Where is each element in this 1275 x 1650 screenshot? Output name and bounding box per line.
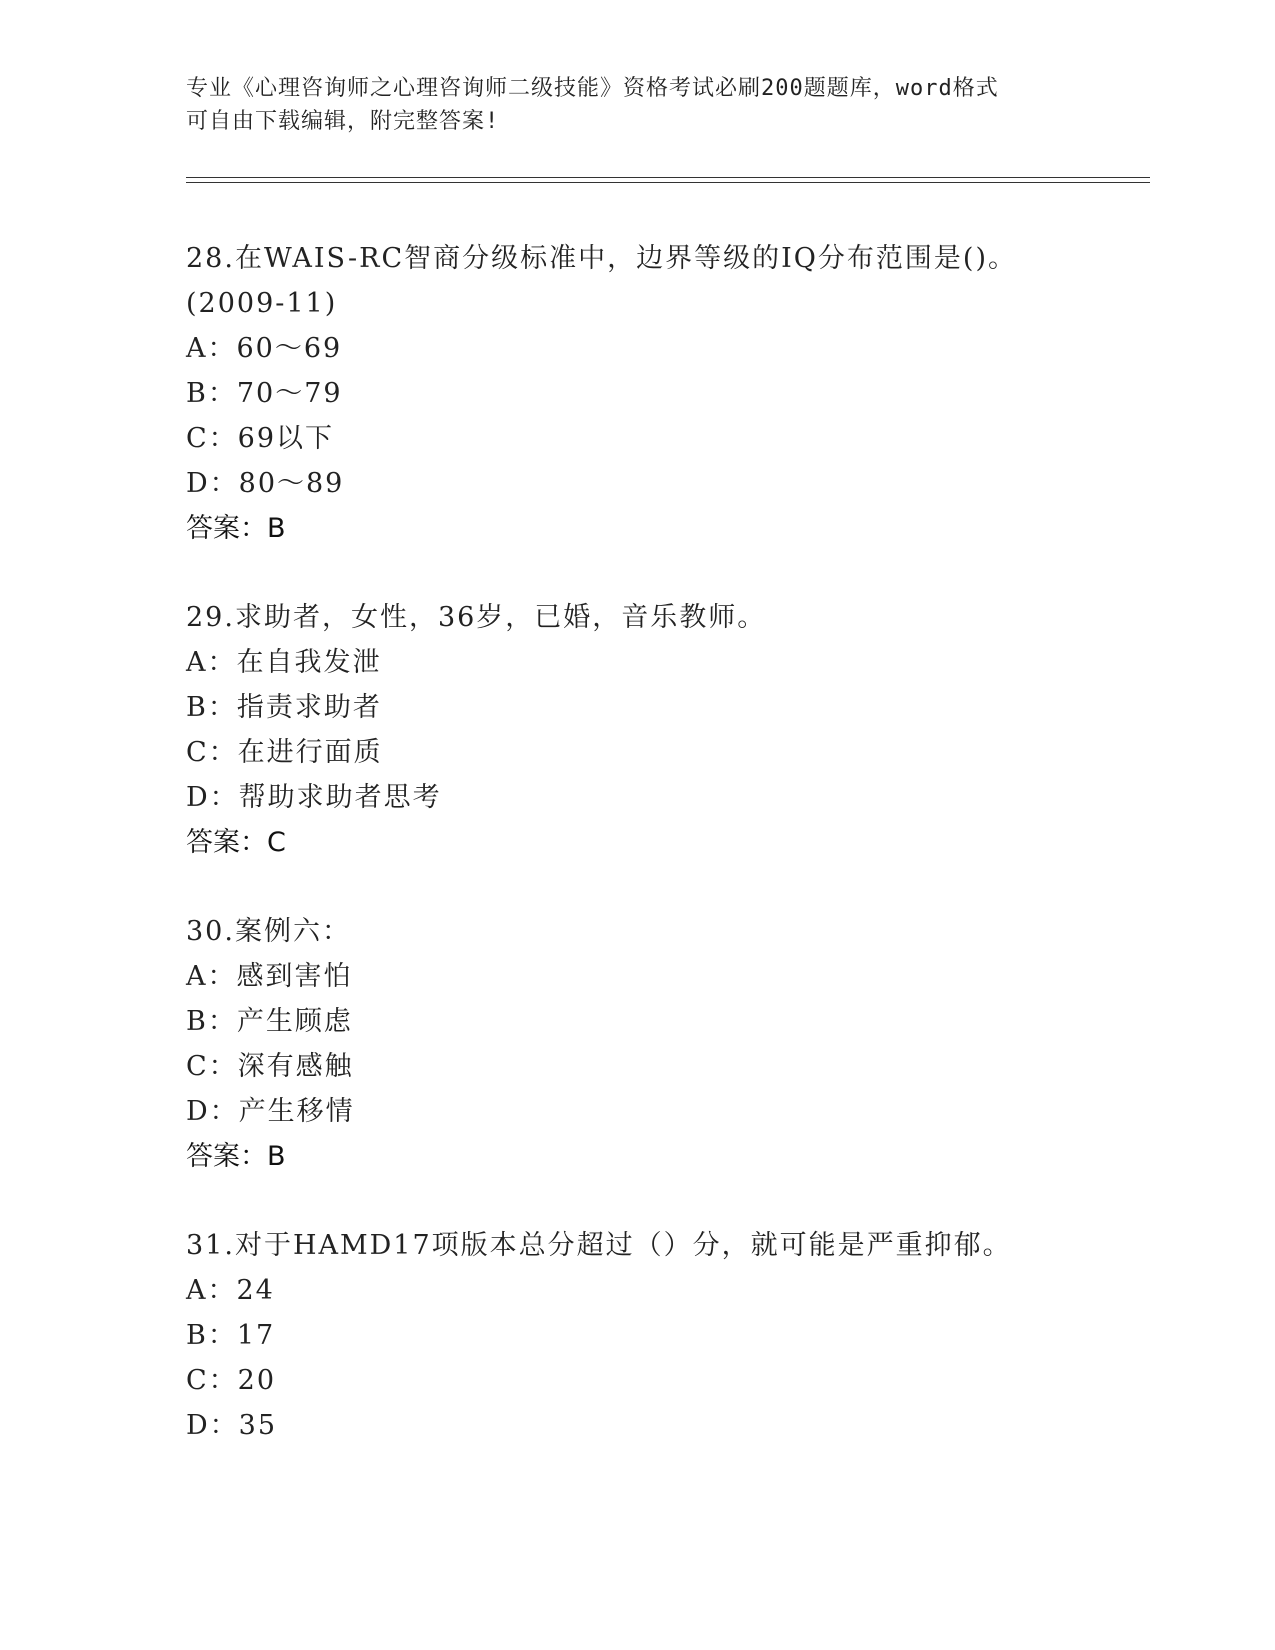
option-d: D：产生移情: [186, 1096, 355, 1127]
option-b: B：产生顾虑: [186, 1006, 353, 1037]
question-stem: 31.对于HAMD17项版本总分超过（）分，就可能是严重抑郁。: [186, 1230, 1012, 1261]
question-30: [186, 909, 1146, 1179]
question-29: [186, 595, 1146, 865]
option-c: C：深有感触: [186, 1051, 354, 1082]
option-a: A：24: [186, 1275, 275, 1306]
header-divider-bottom: [186, 182, 1150, 183]
question-28: [186, 236, 1146, 551]
header-line-1: 专业《心理咨询师之心理咨询师二级技能》资格考试必刷200题题库，word格式: [186, 76, 999, 101]
option-b: B：70～79: [186, 378, 343, 409]
option-b: B：指责求助者: [186, 692, 382, 723]
question-list: [186, 236, 1146, 1448]
question-stem: 29.求助者，女性，36岁，已婚，音乐教师。: [186, 602, 767, 633]
document-header: [186, 72, 1086, 138]
option-a: A：在自我发泄: [186, 647, 382, 678]
option-c: C：20: [186, 1365, 277, 1396]
header-divider-top: [186, 177, 1150, 178]
option-d: D：35: [186, 1410, 278, 1441]
question-stem: 28.在WAIS-RC智商分级标准中，边界等级的IQ分布范围是()。: [186, 243, 1017, 274]
header-line-2: 可自由下载编辑，附完整答案!: [186, 109, 500, 134]
option-d: D：80～89: [186, 468, 345, 499]
option-b: B：17: [186, 1320, 276, 1351]
option-a: A：感到害怕: [186, 961, 353, 992]
question-31: [186, 1223, 1146, 1448]
answer-line: 答案：B: [186, 513, 286, 544]
option-c: C：在进行面质: [186, 737, 383, 768]
option-d: D：帮助求助者思考: [186, 782, 442, 813]
question-stem-source: (2009-11): [186, 288, 338, 319]
answer-line: 答案：C: [186, 827, 286, 858]
option-c: C：69以下: [186, 423, 335, 454]
answer-line: 答案：B: [186, 1141, 286, 1172]
option-a: A：60～69: [186, 333, 343, 364]
question-stem: 30.案例六：: [186, 916, 351, 947]
